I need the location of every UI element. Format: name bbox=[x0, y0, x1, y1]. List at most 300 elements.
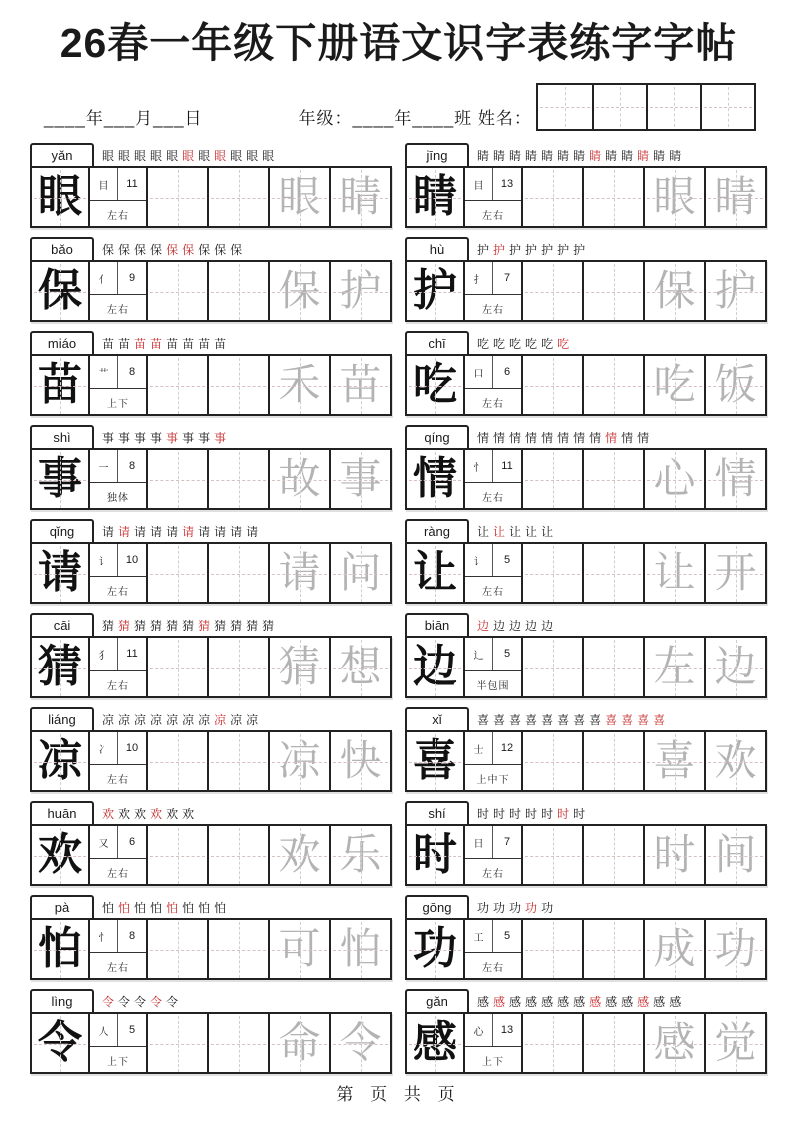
practice-box-empty-1 bbox=[521, 920, 582, 980]
example-word-box-1 bbox=[643, 638, 704, 698]
stroke-order-sequence: 吃 吃 吃 吃 吃 吃 bbox=[477, 337, 570, 351]
trace-character-2: 乐 bbox=[339, 833, 382, 879]
character-entry bbox=[30, 611, 392, 698]
character-info-top bbox=[90, 826, 146, 859]
practice-box-empty-2 bbox=[582, 920, 643, 980]
example-word-box-1 bbox=[268, 638, 329, 698]
stroke-order-sequence: 事 事 事 事 事 事 事 事 bbox=[102, 431, 227, 445]
practice-box-empty-2 bbox=[207, 826, 268, 886]
trace-character-1: 可 bbox=[278, 927, 321, 973]
horizontal-guide-line bbox=[708, 762, 763, 763]
character-info bbox=[88, 168, 146, 228]
horizontal-guide-line bbox=[272, 386, 327, 387]
page-footer: 第 页 共 页 bbox=[336, 1085, 461, 1104]
character-entry bbox=[405, 705, 767, 792]
structure-label: 独体 bbox=[107, 493, 129, 504]
horizontal-guide-line bbox=[525, 950, 580, 951]
character-info-top bbox=[465, 638, 521, 671]
stroke-order-sequence: 让 让 让 让 让 bbox=[477, 525, 554, 539]
horizontal-guide-line bbox=[596, 107, 644, 108]
structure-label: 上中下 bbox=[476, 775, 510, 786]
trace-character-1: 眼 bbox=[653, 175, 696, 221]
horizontal-guide-line bbox=[525, 762, 580, 763]
entry-main-row bbox=[405, 824, 767, 886]
example-word-box-1 bbox=[643, 544, 704, 604]
entry-main-row bbox=[405, 1012, 767, 1074]
stroke-order-sequence: 眼 眼 眼 眼 眼 眼 眼 眼 眼 眼 眼 bbox=[102, 149, 275, 163]
character-info-top bbox=[90, 356, 146, 389]
stroke-count-label: 5 bbox=[503, 930, 511, 942]
entry-main-row bbox=[30, 824, 392, 886]
practice-box-empty-1 bbox=[146, 356, 207, 416]
entry-top-strip bbox=[30, 705, 392, 730]
horizontal-guide-line bbox=[525, 480, 580, 481]
trace-character-2: 快 bbox=[339, 739, 382, 785]
character-entry bbox=[405, 987, 767, 1074]
horizontal-guide-line bbox=[650, 107, 698, 108]
main-character: 猜 bbox=[32, 638, 88, 698]
stroke-count-label: 10 bbox=[125, 742, 139, 754]
stroke-order-sequence: 感 感 感 感 感 感 感 感 感 感 感 感 感 bbox=[477, 995, 682, 1009]
character-entry bbox=[405, 423, 767, 510]
horizontal-guide-line bbox=[211, 950, 266, 951]
horizontal-guide-line bbox=[333, 386, 388, 387]
practice-box-empty-2 bbox=[582, 450, 643, 510]
trace-character-1: 成 bbox=[653, 927, 696, 973]
structure-label: 左右 bbox=[482, 963, 504, 974]
horizontal-guide-line bbox=[34, 386, 86, 387]
stroke-count-label: 12 bbox=[500, 742, 514, 754]
main-character: 边 bbox=[407, 638, 463, 698]
example-word-box-2 bbox=[704, 638, 765, 698]
pinyin-label: jīng bbox=[405, 143, 469, 168]
example-word-box-2 bbox=[704, 356, 765, 416]
pinyin-label: chī bbox=[405, 331, 469, 356]
character-info bbox=[88, 826, 146, 886]
pinyin-label: shí bbox=[405, 801, 469, 826]
example-word-box-1 bbox=[268, 356, 329, 416]
stroke-order-sequence: 凉 凉 凉 凉 凉 凉 凉 凉 凉 凉 bbox=[102, 713, 259, 727]
character-info-top bbox=[465, 262, 521, 295]
entry-top-strip bbox=[405, 517, 767, 542]
horizontal-guide-line bbox=[150, 480, 205, 481]
stroke-count-label: 11 bbox=[126, 178, 138, 190]
practice-box-empty-1 bbox=[521, 356, 582, 416]
main-character: 凉 bbox=[32, 732, 88, 792]
entry-main-row bbox=[30, 918, 392, 980]
horizontal-guide-line bbox=[409, 668, 461, 669]
horizontal-guide-line bbox=[34, 574, 86, 575]
horizontal-guide-line bbox=[409, 198, 461, 199]
character-info bbox=[88, 544, 146, 604]
stroke-count-label: 6 bbox=[128, 836, 136, 848]
trace-character-1: 眼 bbox=[278, 175, 321, 221]
example-word-box-1 bbox=[643, 450, 704, 510]
stroke-order-sequence: 护 护 护 护 护 护 护 bbox=[477, 243, 586, 257]
character-info bbox=[463, 168, 521, 228]
practice-box-empty-2 bbox=[207, 356, 268, 416]
pinyin-label: xǐ bbox=[405, 707, 469, 732]
character-info bbox=[463, 262, 521, 322]
structure-label: 左右 bbox=[482, 869, 504, 880]
horizontal-guide-line bbox=[525, 574, 580, 575]
horizontal-guide-line bbox=[409, 292, 461, 293]
main-character: 睛 bbox=[407, 168, 463, 228]
character-info bbox=[88, 450, 146, 510]
trace-character-2: 苗 bbox=[339, 363, 382, 409]
structure-label: 左右 bbox=[482, 587, 504, 598]
horizontal-guide-line bbox=[647, 198, 702, 199]
example-word-box-1 bbox=[268, 544, 329, 604]
trace-character-1: 欢 bbox=[278, 833, 321, 879]
trace-character-2: 睛 bbox=[714, 175, 757, 221]
character-info bbox=[463, 450, 521, 510]
character-info-top bbox=[90, 450, 146, 483]
character-entry bbox=[30, 799, 392, 886]
character-info-top bbox=[465, 356, 521, 389]
character-entry bbox=[405, 517, 767, 604]
stroke-count-label: 13 bbox=[500, 1024, 514, 1036]
example-word-box-2 bbox=[329, 1014, 390, 1074]
horizontal-guide-line bbox=[34, 950, 86, 951]
radical-label: 亻 bbox=[90, 262, 118, 294]
structure-label: 左右 bbox=[482, 493, 504, 504]
horizontal-guide-line bbox=[272, 480, 327, 481]
name-writing-grid bbox=[536, 83, 756, 131]
practice-box-empty-2 bbox=[582, 638, 643, 698]
practice-box-empty-2 bbox=[207, 638, 268, 698]
horizontal-guide-line bbox=[150, 856, 205, 857]
example-word-box-2 bbox=[329, 262, 390, 322]
horizontal-guide-line bbox=[525, 1044, 580, 1045]
trace-character-1: 故 bbox=[278, 457, 321, 503]
horizontal-guide-line bbox=[708, 574, 763, 575]
character-info-top bbox=[465, 168, 521, 201]
stroke-count-label: 8 bbox=[128, 460, 136, 472]
main-character: 感 bbox=[407, 1014, 463, 1074]
character-entry bbox=[30, 329, 392, 416]
trace-character-1: 保 bbox=[653, 269, 696, 315]
radical-label: 艹 bbox=[90, 356, 118, 388]
entry-top-strip bbox=[405, 611, 767, 636]
horizontal-guide-line bbox=[708, 198, 763, 199]
example-word-box-1 bbox=[268, 920, 329, 980]
horizontal-guide-line bbox=[586, 292, 641, 293]
stroke-count-label: 9 bbox=[128, 272, 136, 284]
structure-label: 左右 bbox=[107, 775, 129, 786]
entry-top-strip bbox=[30, 423, 392, 448]
trace-character-2: 欢 bbox=[714, 739, 757, 785]
example-word-box-2 bbox=[704, 920, 765, 980]
stroke-order-sequence: 怕 怕 怕 怕 怕 怕 怕 怕 bbox=[102, 901, 227, 915]
entry-top-strip bbox=[30, 799, 392, 824]
main-character: 事 bbox=[32, 450, 88, 510]
example-word-box-2 bbox=[329, 356, 390, 416]
character-info-top bbox=[90, 262, 146, 295]
main-character: 喜 bbox=[407, 732, 463, 792]
horizontal-guide-line bbox=[704, 107, 752, 108]
horizontal-guide-line bbox=[150, 574, 205, 575]
horizontal-guide-line bbox=[409, 950, 461, 951]
character-info-top bbox=[465, 450, 521, 483]
horizontal-guide-line bbox=[409, 856, 461, 857]
radical-label: 讠 bbox=[465, 544, 493, 576]
structure-label: 左右 bbox=[107, 587, 129, 598]
entry-top-strip bbox=[30, 893, 392, 918]
main-character: 怕 bbox=[32, 920, 88, 980]
entry-main-row bbox=[30, 166, 392, 228]
stroke-count-label: 5 bbox=[503, 554, 511, 566]
radical-label: 忄 bbox=[465, 450, 493, 482]
trace-character-2: 饭 bbox=[714, 363, 757, 409]
entry-top-strip bbox=[405, 329, 767, 354]
horizontal-guide-line bbox=[333, 574, 388, 575]
horizontal-guide-line bbox=[647, 762, 702, 763]
header-row bbox=[30, 83, 767, 131]
example-word-box-2 bbox=[329, 732, 390, 792]
character-info-top bbox=[465, 732, 521, 765]
pinyin-label: pà bbox=[30, 895, 94, 920]
trace-character-2: 开 bbox=[714, 551, 757, 597]
horizontal-guide-line bbox=[708, 386, 763, 387]
horizontal-guide-line bbox=[647, 668, 702, 669]
structure-label: 左右 bbox=[482, 305, 504, 316]
character-info bbox=[463, 638, 521, 698]
horizontal-guide-line bbox=[586, 574, 641, 575]
example-word-box-2 bbox=[704, 1014, 765, 1074]
practice-box-empty-1 bbox=[146, 262, 207, 322]
horizontal-guide-line bbox=[409, 386, 461, 387]
stroke-count-label: 10 bbox=[125, 554, 139, 566]
structure-label: 左右 bbox=[107, 869, 129, 880]
character-info-top bbox=[465, 826, 521, 859]
horizontal-guide-line bbox=[333, 762, 388, 763]
trace-character-1: 禾 bbox=[278, 363, 321, 409]
entry-main-row bbox=[30, 1012, 392, 1074]
example-word-box-1 bbox=[268, 262, 329, 322]
main-character: 令 bbox=[32, 1014, 88, 1074]
horizontal-guide-line bbox=[586, 762, 641, 763]
character-info bbox=[463, 544, 521, 604]
horizontal-guide-line bbox=[333, 198, 388, 199]
character-info-top bbox=[465, 544, 521, 577]
structure-label: 左右 bbox=[107, 211, 129, 222]
horizontal-guide-line bbox=[333, 480, 388, 481]
trace-character-2: 怕 bbox=[339, 927, 382, 973]
example-word-box-2 bbox=[704, 262, 765, 322]
trace-character-2: 想 bbox=[339, 645, 382, 691]
entries-grid bbox=[30, 141, 767, 1074]
horizontal-guide-line bbox=[708, 292, 763, 293]
radical-label: 讠 bbox=[90, 544, 118, 576]
entry-main-row bbox=[405, 166, 767, 228]
character-info bbox=[463, 826, 521, 886]
entry-main-row bbox=[405, 918, 767, 980]
example-word-box-1 bbox=[643, 356, 704, 416]
horizontal-guide-line bbox=[586, 856, 641, 857]
entry-main-row bbox=[30, 260, 392, 322]
structure-label: 左右 bbox=[107, 305, 129, 316]
name-grid-cell bbox=[538, 85, 592, 129]
trace-character-1: 喜 bbox=[653, 739, 696, 785]
character-info-top bbox=[90, 168, 146, 201]
character-info bbox=[88, 356, 146, 416]
horizontal-guide-line bbox=[647, 574, 702, 575]
pinyin-label: hù bbox=[405, 237, 469, 262]
example-word-box-1 bbox=[268, 732, 329, 792]
structure-label: 左右 bbox=[482, 399, 504, 410]
main-character: 苗 bbox=[32, 356, 88, 416]
example-word-box-2 bbox=[704, 826, 765, 886]
example-word-box-2 bbox=[329, 920, 390, 980]
trace-character-1: 心 bbox=[653, 457, 696, 503]
example-word-box-2 bbox=[704, 544, 765, 604]
example-word-box-1 bbox=[268, 450, 329, 510]
character-entry bbox=[30, 141, 392, 228]
practice-box-empty-2 bbox=[582, 356, 643, 416]
horizontal-guide-line bbox=[150, 668, 205, 669]
trace-character-2: 令 bbox=[339, 1021, 382, 1067]
structure-label: 上下 bbox=[107, 399, 129, 410]
entry-top-strip bbox=[405, 423, 767, 448]
character-info bbox=[463, 920, 521, 980]
practice-box-empty-1 bbox=[146, 168, 207, 228]
stroke-order-sequence: 喜 喜 喜 喜 喜 喜 喜 喜 喜 喜 喜 喜 bbox=[477, 713, 666, 727]
page-title: 26春一年级下册语文识字表练字字帖 bbox=[59, 20, 738, 66]
entry-top-strip bbox=[30, 987, 392, 1012]
stroke-count-label: 7 bbox=[503, 272, 511, 284]
stroke-order-sequence: 猜 猜 猜 猜 猜 猜 猜 猜 猜 猜 猜 bbox=[102, 619, 275, 633]
trace-character-1: 左 bbox=[653, 645, 696, 691]
structure-label: 上下 bbox=[482, 1057, 504, 1068]
practice-box-empty-2 bbox=[207, 732, 268, 792]
entry-main-row bbox=[405, 354, 767, 416]
horizontal-guide-line bbox=[333, 668, 388, 669]
trace-character-1: 请 bbox=[278, 551, 321, 597]
character-info-top bbox=[90, 732, 146, 765]
entry-top-strip bbox=[30, 517, 392, 542]
main-character: 情 bbox=[407, 450, 463, 510]
practice-box-empty-2 bbox=[207, 920, 268, 980]
practice-box-empty-1 bbox=[521, 638, 582, 698]
horizontal-guide-line bbox=[525, 856, 580, 857]
horizontal-guide-line bbox=[211, 668, 266, 669]
practice-box-empty-2 bbox=[582, 732, 643, 792]
horizontal-guide-line bbox=[211, 856, 266, 857]
horizontal-guide-line bbox=[211, 198, 266, 199]
practice-box-empty-1 bbox=[521, 168, 582, 228]
character-info bbox=[88, 638, 146, 698]
pinyin-label: gōng bbox=[405, 895, 469, 920]
practice-box-empty-2 bbox=[582, 826, 643, 886]
stroke-count-label: 6 bbox=[503, 366, 511, 378]
example-word-box-1 bbox=[268, 1014, 329, 1074]
horizontal-guide-line bbox=[647, 292, 702, 293]
entry-main-row bbox=[30, 448, 392, 510]
horizontal-guide-line bbox=[272, 198, 327, 199]
entry-top-strip bbox=[30, 141, 392, 166]
trace-character-2: 间 bbox=[714, 833, 757, 879]
character-entry bbox=[30, 893, 392, 980]
character-entry bbox=[405, 611, 767, 698]
structure-label: 半包围 bbox=[476, 681, 510, 692]
horizontal-guide-line bbox=[150, 386, 205, 387]
trace-character-2: 问 bbox=[339, 551, 382, 597]
horizontal-guide-line bbox=[586, 386, 641, 387]
entry-main-row bbox=[405, 730, 767, 792]
horizontal-guide-line bbox=[272, 856, 327, 857]
trace-character-2: 护 bbox=[714, 269, 757, 315]
pinyin-label: shì bbox=[30, 425, 94, 450]
practice-box-empty-1 bbox=[146, 638, 207, 698]
radical-label: 人 bbox=[90, 1014, 118, 1046]
stroke-order-sequence: 令 令 令 令 令 bbox=[102, 995, 179, 1009]
character-info bbox=[88, 732, 146, 792]
practice-box-empty-1 bbox=[146, 1014, 207, 1074]
entry-main-row bbox=[30, 542, 392, 604]
character-entry bbox=[30, 705, 392, 792]
main-character: 欢 bbox=[32, 826, 88, 886]
entry-main-row bbox=[405, 448, 767, 510]
trace-character-2: 护 bbox=[339, 269, 382, 315]
stroke-order-sequence: 睛 睛 睛 睛 睛 睛 睛 睛 睛 睛 睛 睛 睛 bbox=[477, 149, 682, 163]
character-entry bbox=[405, 893, 767, 980]
horizontal-guide-line bbox=[211, 386, 266, 387]
character-info bbox=[463, 1014, 521, 1074]
entry-main-row bbox=[30, 354, 392, 416]
practice-box-empty-1 bbox=[146, 544, 207, 604]
main-character: 保 bbox=[32, 262, 88, 322]
trace-character-2: 事 bbox=[339, 457, 382, 503]
example-word-box-1 bbox=[643, 826, 704, 886]
stroke-count-label: 8 bbox=[128, 930, 136, 942]
stroke-order-sequence: 苗 苗 苗 苗 苗 苗 苗 苗 bbox=[102, 337, 227, 351]
character-info-top bbox=[465, 920, 521, 953]
example-word-box-2 bbox=[329, 168, 390, 228]
horizontal-guide-line bbox=[272, 292, 327, 293]
example-word-box-2 bbox=[704, 450, 765, 510]
radical-label: 口 bbox=[465, 356, 493, 388]
radical-label: 扌 bbox=[465, 262, 493, 294]
horizontal-guide-line bbox=[150, 1044, 205, 1045]
horizontal-guide-line bbox=[333, 950, 388, 951]
horizontal-guide-line bbox=[333, 292, 388, 293]
radical-label: 士 bbox=[465, 732, 493, 764]
entry-top-strip bbox=[405, 235, 767, 260]
example-word-box-2 bbox=[704, 168, 765, 228]
character-info-top bbox=[90, 638, 146, 671]
character-entry bbox=[30, 235, 392, 322]
radical-label: 冫 bbox=[90, 732, 118, 764]
trace-character-1: 让 bbox=[653, 551, 696, 597]
example-word-box-2 bbox=[704, 732, 765, 792]
example-word-box-1 bbox=[268, 826, 329, 886]
horizontal-guide-line bbox=[272, 762, 327, 763]
practice-box-empty-1 bbox=[521, 1014, 582, 1074]
horizontal-guide-line bbox=[272, 668, 327, 669]
date-line: ____年___月___日 bbox=[44, 109, 203, 128]
stroke-order-sequence: 欢 欢 欢 欢 欢 欢 bbox=[102, 807, 195, 821]
entry-top-strip bbox=[405, 799, 767, 824]
main-character: 护 bbox=[407, 262, 463, 322]
stroke-count-label: 7 bbox=[503, 836, 511, 848]
stroke-order-sequence: 时 时 时 时 时 时 时 bbox=[477, 807, 586, 821]
stroke-count-label: 13 bbox=[500, 178, 514, 190]
radical-label: 一 bbox=[90, 450, 118, 482]
practice-box-empty-1 bbox=[146, 450, 207, 510]
horizontal-guide-line bbox=[150, 950, 205, 951]
horizontal-guide-line bbox=[586, 1044, 641, 1045]
